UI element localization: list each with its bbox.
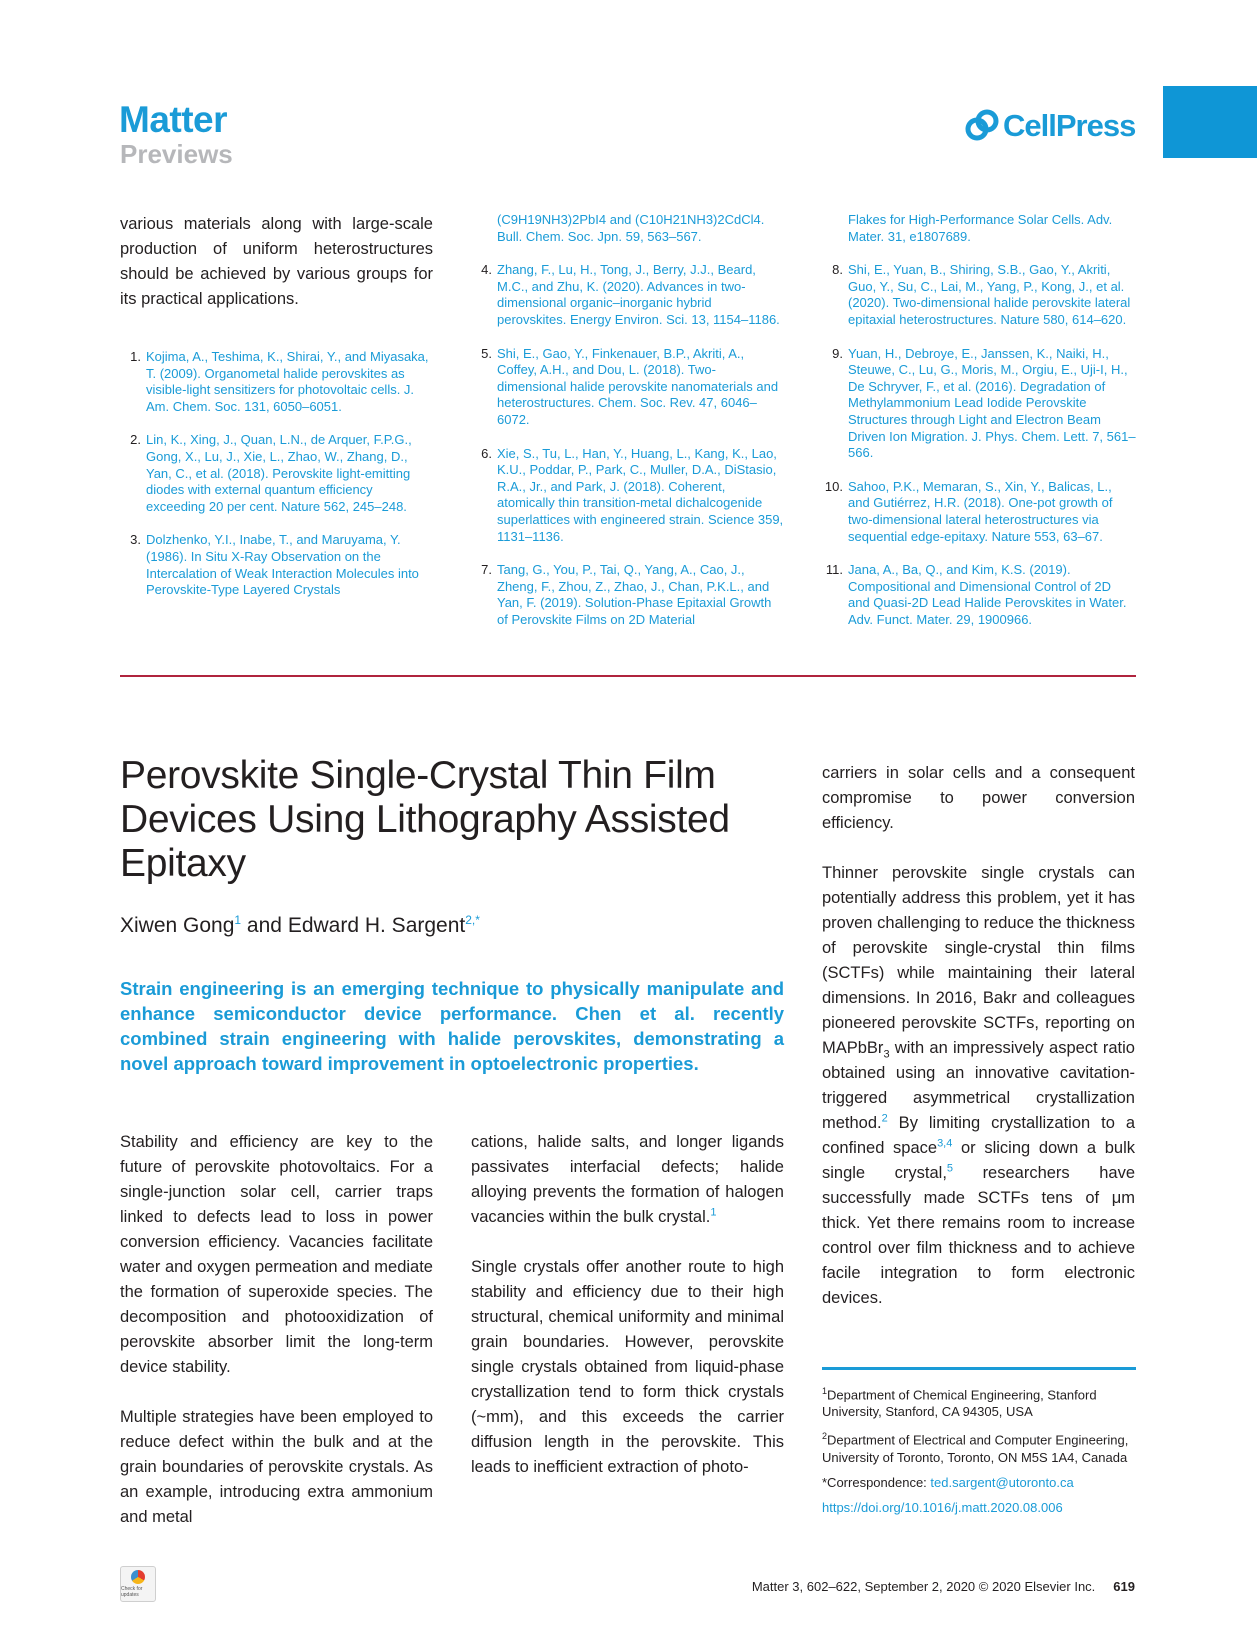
reference-item-continued[interactable]: Flakes for High-Performance Solar Cells. Adv. Mater. 31, e1807689.: [848, 212, 1113, 244]
citation-line: Matter 3, 602–622, September 2, 2020 © 2020 Elsevier Inc.: [751, 1579, 1096, 1594]
cellpress-logo[interactable]: [965, 106, 1135, 146]
page-number: 619: [1113, 1579, 1135, 1594]
reference-item[interactable]: 10. Sahoo, P.K., Memaran, S., Xin, Y., Balicas, L., and Gutiérrez, H.R. (2018). One-pot growth of two-dimensional lateral heterostructures via sequential edge-epitaxy. Nature 553, 63–67.: [824, 478, 1113, 544]
body-column-3: [822, 761, 1135, 1311]
author-name[interactable]: Xiwen Gong: [120, 914, 235, 937]
reference-item[interactable]: 2. Lin, K., Xing, J., Quan, L.N., de Arquer, F.P.G., Gong, X., Lu, J., Xie, L., Zhao, W., Zhang, D., Yan, C., et al. (2018). Perovskite light-emitting diodes with external quantum efficiency exceeding 20 per cent. Nature 562, 245–248.: [130, 432, 412, 514]
correspondence: *Correspondence: ted.sargent@utoronto.ca: [822, 1474, 1074, 1490]
page-footer: [752, 1579, 1135, 1594]
top-column-1: [120, 212, 433, 616]
reference-item[interactable]: 3. Dolzhenko, Y.I., Inabe, T., and Maruyama, Y. (1986). In Situ X-Ray Observation on the Intercalation of Weak Interaction Molecules into Perovskite-Type Layered Crystals: [130, 532, 419, 598]
section-name: Previews: [120, 139, 233, 169]
author-name[interactable]: Edward H. Sargent: [287, 914, 466, 937]
citation-link[interactable]: 5: [946, 1162, 954, 1175]
affiliations: [822, 1383, 1136, 1524]
reference-item[interactable]: 11. Jana, A., Ba, Q., and Kim, K.S. (2019). Compositional and Dimensional Control of 2D and Quasi-2D Lead Halide Perovskites in Water. Adv. Funct. Mater. 29, 1900966.: [825, 562, 1127, 627]
reference-item[interactable]: 5. Shi, E., Gao, Y., Finkenauer, B.P., Akriti, A., Coffey, A.H., and Dou, L. (2018). Two-dimensional halide perovskite nanomaterials and heterostructures. Chem. Soc. Rev. 47, 6046–6072.: [481, 345, 779, 427]
citation-link[interactable]: 3,4: [937, 1137, 953, 1150]
reference-item[interactable]: 4. Zhang, F., Lu, H., Tong, J., Berry, J.J., Beard, M.C., and Zhu, K. (2020). Advances in two-dimensional organic–inorganic hybrid perovskites. Energy Environ. Sci. 13, 1154–1186.: [481, 262, 780, 327]
citation-link[interactable]: 1: [710, 1206, 717, 1219]
doi-link[interactable]: https://doi.org/10.1016/j.matt.2020.08.006: [822, 1499, 1063, 1515]
reference-list-3: [822, 212, 1136, 645]
reference-item[interactable]: 7. Tang, G., You, P., Tai, Q., Yang, A., Cao, J., Zheng, F., Zhou, Z., Zhao, J., Chan, P.K.L., and Yan, F. (2019). Solution-Phase Epitaxial Growth of Perovskite Films on 2D Material: [481, 562, 772, 627]
section-divider: [120, 675, 1136, 677]
reference-item[interactable]: 9. Yuan, H., Debroye, E., Janssen, K., Naiki, H., Steuwe, C., Lu, G., Moris, M., Orgiu, E., Uji-I, H., De Schryver, F., et al. (2016). Degradation of Methylammonium Lead Iodide Perovskite Structures through Light and Electron Beam Driven Ion Migration. J. Phys. Chem. Lett. 7, 561–566.: [832, 345, 1136, 461]
publisher-name: CellPress: [1003, 108, 1136, 143]
affiliation-2: $^2$Department of Electrical and Computer Engineering, University of Toronto, Toronto, ON M5S 1A4, Canada: [822, 1431, 1129, 1465]
author-list: [120, 912, 480, 940]
citation-link[interactable]: 2: [881, 1112, 888, 1125]
reference-item[interactable]: 1. Kojima, A., Teshima, K., Shirai, Y., and Miyasaka, T. (2009). Organometal halide perovskites as visible-light sensitizers for photovoltaic cells. J. Am. Chem. Soc. 131, 6050–6051.: [130, 349, 429, 414]
body-paragraph-continued: carriers in solar cells and a consequent compromise to power conversion efficiency.: [822, 764, 1135, 832]
affiliation-marker[interactable]: 2,*: [465, 913, 480, 927]
doi: [822, 1499, 1136, 1516]
reference-list-1: [120, 349, 433, 599]
body-paragraph: Single crystals offer another route to high stability and efficiency due to their high structural, chemical uniformity and minimal grain boundaries. However, perovskite single crystals obtained from liquid-phase crystallization tend to form thick crystals (~mm), and this exceeds the carrier diffusion length in the perovskite. This leads to inefficient extraction of photo-: [471, 1258, 784, 1476]
header-color-block: [1163, 86, 1257, 158]
correspondence-email-link[interactable]: ted.sargent@utoronto.ca: [930, 1474, 1074, 1490]
body-column-1: [120, 1130, 433, 1530]
reference-list-2: [471, 212, 784, 645]
author-conjunction: and: [241, 914, 288, 937]
affiliation-marker[interactable]: 1: [234, 913, 242, 927]
reference-item[interactable]: 8. Shi, E., Yuan, B., Shiring, S.B., Gao, Y., Akriti, Guo, Y., Su, C., Lai, M., Yang, P., Kong, J., et al. (2020). Two-dimensional halide perovskite lateral epitaxial heterostructures. Nature 580, 614–620.: [832, 262, 1131, 327]
body-column-2: [471, 1130, 784, 1480]
abstract: Strain engineering is an emerging technique to physically manipulate and enhance semiconductor device performance. Chen et al. recently combined strain engineering with halide perovskites, demonstrating a novel approach toward improvement in optoelectronic properties.: [120, 978, 784, 1074]
intro-paragraph: various materials along with large-scale production of uniform heterostructures should be achieved by various groups for its practical applications.: [120, 215, 433, 308]
article-title: Perovskite Single-Crystal Thin Film Devices Using Lithography Assisted Epitaxy: [120, 754, 730, 885]
body-paragraph: Multiple strategies have been employed to reduce defect within the bulk and at the grain boundaries of perovskite crystals. As an example, introducing extra ammonium and metal: [120, 1408, 433, 1526]
reference-item[interactable]: 6. Xie, S., Tu, L., Han, Y., Huang, L., Kang, K., Lao, K.U., Poddar, P., Park, C., Muller, D.A., DiStasio, R.A., Jr., and Park, J. (2018). Coherent, atomically thin transition-metal dichalcogenide superlattices with engineered strain. Science 359, 1131–1136.: [481, 445, 784, 544]
reference-item-continued[interactable]: (C9H19NH3)2PbI4 and (C10H21NH3)2CdCl4. Bull. Chem. Soc. Jpn. 59, 563–567.: [497, 212, 765, 244]
cellpress-logo-icon: [965, 109, 999, 143]
journal-name: Matter: [119, 99, 228, 140]
body-paragraph: Stability and efficiency are key to the future of perovskite photovoltaics. For a single-junction solar cell, carrier traps linked to defects lead to loss in power conversion efficiency. Vacancies facilitate water and oxygen permeation and mediate the formation of superoxide species. The decomposition and photooxidization of perovskite absorber limit the long-term device stability.: [120, 1133, 433, 1376]
affiliations-divider: [822, 1367, 1136, 1370]
check-for-updates-icon: [131, 1570, 145, 1584]
body-paragraph-continued: cations, halide salts, and longer ligands passivates interfacial defects; halide alloying prevents the formation of halogen vacancies within the bulk crystal.$^1$: [471, 1133, 784, 1226]
affiliation-1: $^1$Department of Chemical Engineering, Stanford University, Stanford, CA 94305, USA: [822, 1386, 1097, 1420]
check-for-updates-badge[interactable]: [120, 1566, 156, 1602]
body-paragraph: Thinner perovskite single crystals can potentially address this problem, yet it has proven challenging to reduce the thickness of perovskite single-crystal thin films (SCTFs) while maintaining their lateral dimensions. In 2016, Bakr and colleagues pioneered perovskite SCTFs, reporting on MAPbBr$_3$ with an impressively aspect ratio obtained using an innovative cavitation-triggered asymmetrical crystallization method.$^2$ By limiting crystallization to a confined space$^{3,4}$ or slicing down a bulk single crystal,$^5$ researchers have successfully made SCTFs tens of μm thick. Yet there remains room to increase control over film thickness and to achieve facile integration to form electronic devices.: [822, 864, 1135, 1307]
badge-label: Check for updates: [121, 1586, 143, 1598]
